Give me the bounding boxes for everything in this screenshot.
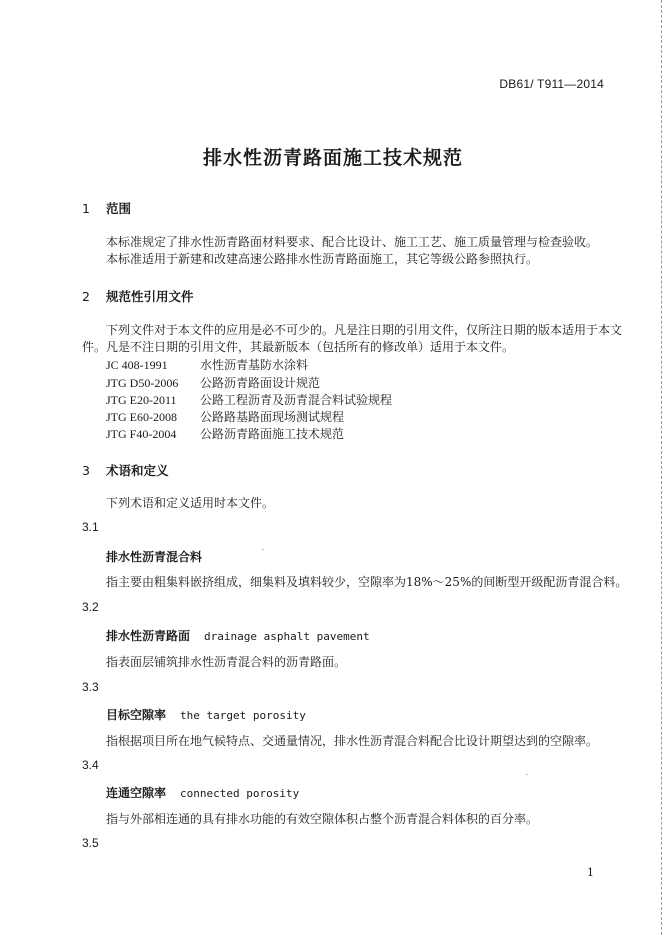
term-heading (106, 784, 299, 801)
term-definition: 指与外部相连通的具有排水功能的有效空隙体积占整个沥青混合料体积的百分率。 (106, 812, 539, 826)
section-number: 3 (82, 463, 90, 478)
term-definition: 指表面层铺筑排水性沥青混合料的沥青路面。 (106, 655, 347, 669)
document-title: 排水性沥青路面施工技术规范 (202, 147, 463, 169)
term-heading (106, 627, 370, 644)
section-title: 范围 (106, 201, 132, 216)
term-definition: 指主要由粗集料嵌挤组成，细集料及填料较少，空隙率为18%～25%的间断型开级配沥青混合料。 (106, 575, 628, 589)
term-name-en: connected porosity (180, 787, 300, 800)
reference-title: 公路沥青路面施工技术规范 (200, 427, 345, 441)
page-number: 1 (587, 866, 594, 879)
reference-row (106, 374, 320, 391)
paragraph: 本标准规定了排水性沥青路面材料要求、配合比设计、施工工艺、施工质量管理与检查验收。 (106, 235, 599, 249)
section-number: 1 (82, 201, 90, 216)
reference-code: JTG D50-2006 (106, 376, 179, 390)
section-number: 2 (82, 289, 90, 304)
reference-title: 公路工程沥青及沥青混合料试验规程 (200, 393, 393, 407)
section-title: 规范性引用文件 (106, 289, 194, 304)
term-name-en: drainage asphalt pavement (204, 630, 370, 643)
paragraph: 下列文件对于本文件的应用是必不可少的。凡是注日期的引用文件，仅所注日期的版本适用于本文 (106, 323, 623, 337)
scan-speck (262, 549, 264, 550)
section-heading-1 (82, 199, 131, 217)
scan-edge-line (661, 0, 662, 935)
reference-row (106, 425, 344, 442)
term-number: 3.3 (82, 680, 99, 694)
term-number: 3.4 (82, 758, 99, 772)
section-heading-2 (82, 287, 194, 305)
paragraph: 本标准适用于新建和改建高速公路排水性沥青路面施工，其它等级公路参照执行。 (106, 252, 539, 266)
section-heading-3 (82, 461, 169, 479)
scan-speck (526, 774, 528, 775)
reference-row (106, 356, 308, 373)
term-definition: 指根据项目所在地气候特点、交通量情况，排水性沥青混合料配合比设计期望达到的空隙率。 (106, 734, 599, 748)
term-name-zh: 排水性沥青混合料 (106, 550, 203, 564)
reference-code: JTG E20-2011 (106, 393, 177, 407)
reference-code: JTG F40-2004 (106, 427, 177, 441)
reference-row (106, 391, 392, 408)
term-number: 3.2 (82, 600, 99, 614)
term-name-zh: 连通空隙率 (106, 786, 167, 800)
standard-code: DB61/ T911—2014 (499, 77, 604, 91)
section-title: 术语和定义 (106, 463, 169, 478)
paragraph: 下列术语和定义适用时本文件。 (106, 496, 275, 510)
reference-title: 水性沥青基防水涂料 (200, 358, 309, 372)
paragraph: 件。凡是不注日期的引用文件，其最新版本（包括所有的修改单）适用于本文件。 (82, 340, 515, 354)
term-name-en: the target porosity (180, 709, 306, 722)
term-heading (106, 548, 202, 565)
term-heading (106, 706, 306, 723)
reference-title: 公路沥青路面设计规范 (200, 376, 321, 390)
reference-title: 公路路基路面现场测试规程 (200, 410, 345, 424)
term-number: 3.5 (82, 836, 99, 850)
term-name-zh: 排水性沥青路面 (106, 629, 191, 643)
reference-code: JC 408-1991 (106, 358, 168, 372)
reference-code: JTG E60-2008 (106, 410, 177, 424)
term-number: 3.1 (82, 520, 99, 534)
reference-row (106, 408, 344, 425)
term-name-zh: 目标空隙率 (106, 708, 167, 722)
